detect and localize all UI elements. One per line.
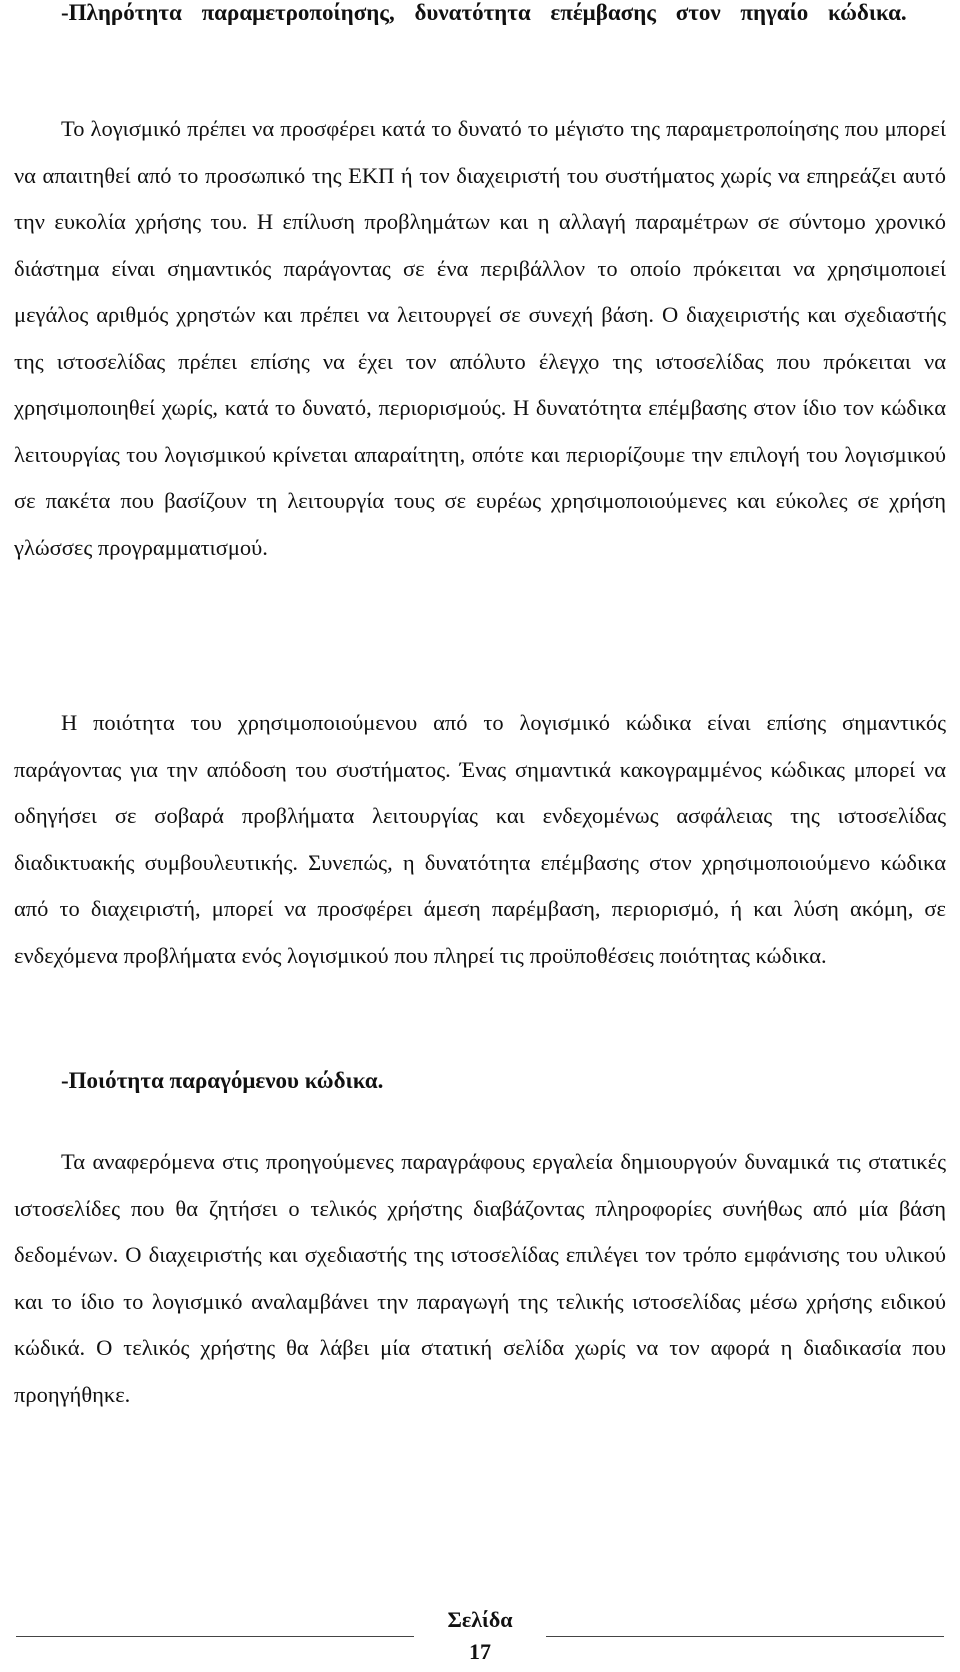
- footer-divider-right: [546, 1636, 944, 1637]
- section-heading-customization: -Πληρότητα παραμετροποίησης, δυνατότητα επέμβασης στον πηγαίο κώδικα.: [61, 0, 907, 25]
- footer-page-number: 17: [469, 1639, 491, 1664]
- paragraph-customization: Το λογισμικό πρέπει να προσφέρει κατά το δυνατό το μέγιστο της παραμετροποίησης που μπορεί να απαιτηθεί από το προσωπικό της ΕΚΠ ή τον διαχειριστή του συστήματος χωρίς να επηρεάζει αυτό την ευκολία χρήσης του. Η επίλυση προβλημάτων και η αλλαγή παραμέτρων σε σύντομο χρονικό διάστημα είναι σημαντικός παράγοντας σε ένα περιβάλλον το οποίο πρόκειται να χρησιμοποιεί μεγάλος αριθμός χρηστών και πρέπει να λειτουργεί σε συνεχή βάση. Ο διαχειριστής και σχεδιαστής της ιστοσελίδας πρέπει επίσης να έχει τον απόλυτο έλεγχο της ιστοσελίδας που πρόκειται να χρησιμοποιηθεί χωρίς, κατά το δυνατό, περιορισμούς. Η δυνατότητα επέμβασης στον ίδιο τον κώδικα λειτουργίας του λογισμικού κρίνεται απαραίτητη, οπότε και περιορίζουμε την επιλογή του λογισμικού σε πακέτα που βασίζουν τη λειτουργία τους σε ευρέως χρησιμοποιούμενες και εύκολες σε χρήση γλώσσες προγραμματισμού.: [14, 116, 946, 560]
- footer-page-label: Σελίδα: [447, 1607, 513, 1632]
- footer-divider-left: [16, 1636, 414, 1637]
- paragraph-generated-code: Τα αναφερόμενα στις προηγούμενες παραγράφους εργαλεία δημιουργούν δυναμικά τις στατικές ιστοσελίδες που θα ζητήσει ο τελικός χρήστης διαβάζοντας πληροφορίες συνήθως από μία βάση δεδομένων. Ο διαχειριστής και σχεδιαστής της ιστοσελίδας επιλέγει τον τρόπο εμφάνισης του υλικού και το ίδιο το λογισμικό αναλαμβάνει την παραγωγή της τελικής ιστοσελίδας μέσω χρήσης ειδικού κώδικά. Ο τελικός χρήστης θα λάβει μία στατική σελίδα χωρίς να τον αφορά η διαδικασία που προηγήθηκε.: [14, 1149, 946, 1407]
- paragraph-code-quality-importance: Η ποιότητα του χρησιμοποιούμενου από το λογισμικό κώδικα είναι επίσης σημαντικός παράγοντας για την απόδοση του συστήματος. Ένας σημαντικά κακογραμμένος κώδικας μπορεί να οδηγήσει σε σοβαρά προβλήματα λειτουργίας και ενδεχομένως ασφάλειας της ιστοσελίδας διαδικτυακής συμβουλευτικής. Συνεπώς, η δυνατότητα επέμβασης στον χρησιμοποιούμενο κώδικα από το διαχειριστή, μπορεί να προσφέρει άμεση παρέμβαση, περιορισμό, ή και λύση ακόμη, σε ενδεχόμενα προβλήματα ενός λογισμικού που πληρεί τις προϋποθέσεις ποιότητας κώδικα.: [14, 710, 946, 968]
- section-heading-generated-code-quality: -Ποιότητα παραγόμενου κώδικα.: [61, 1068, 384, 1093]
